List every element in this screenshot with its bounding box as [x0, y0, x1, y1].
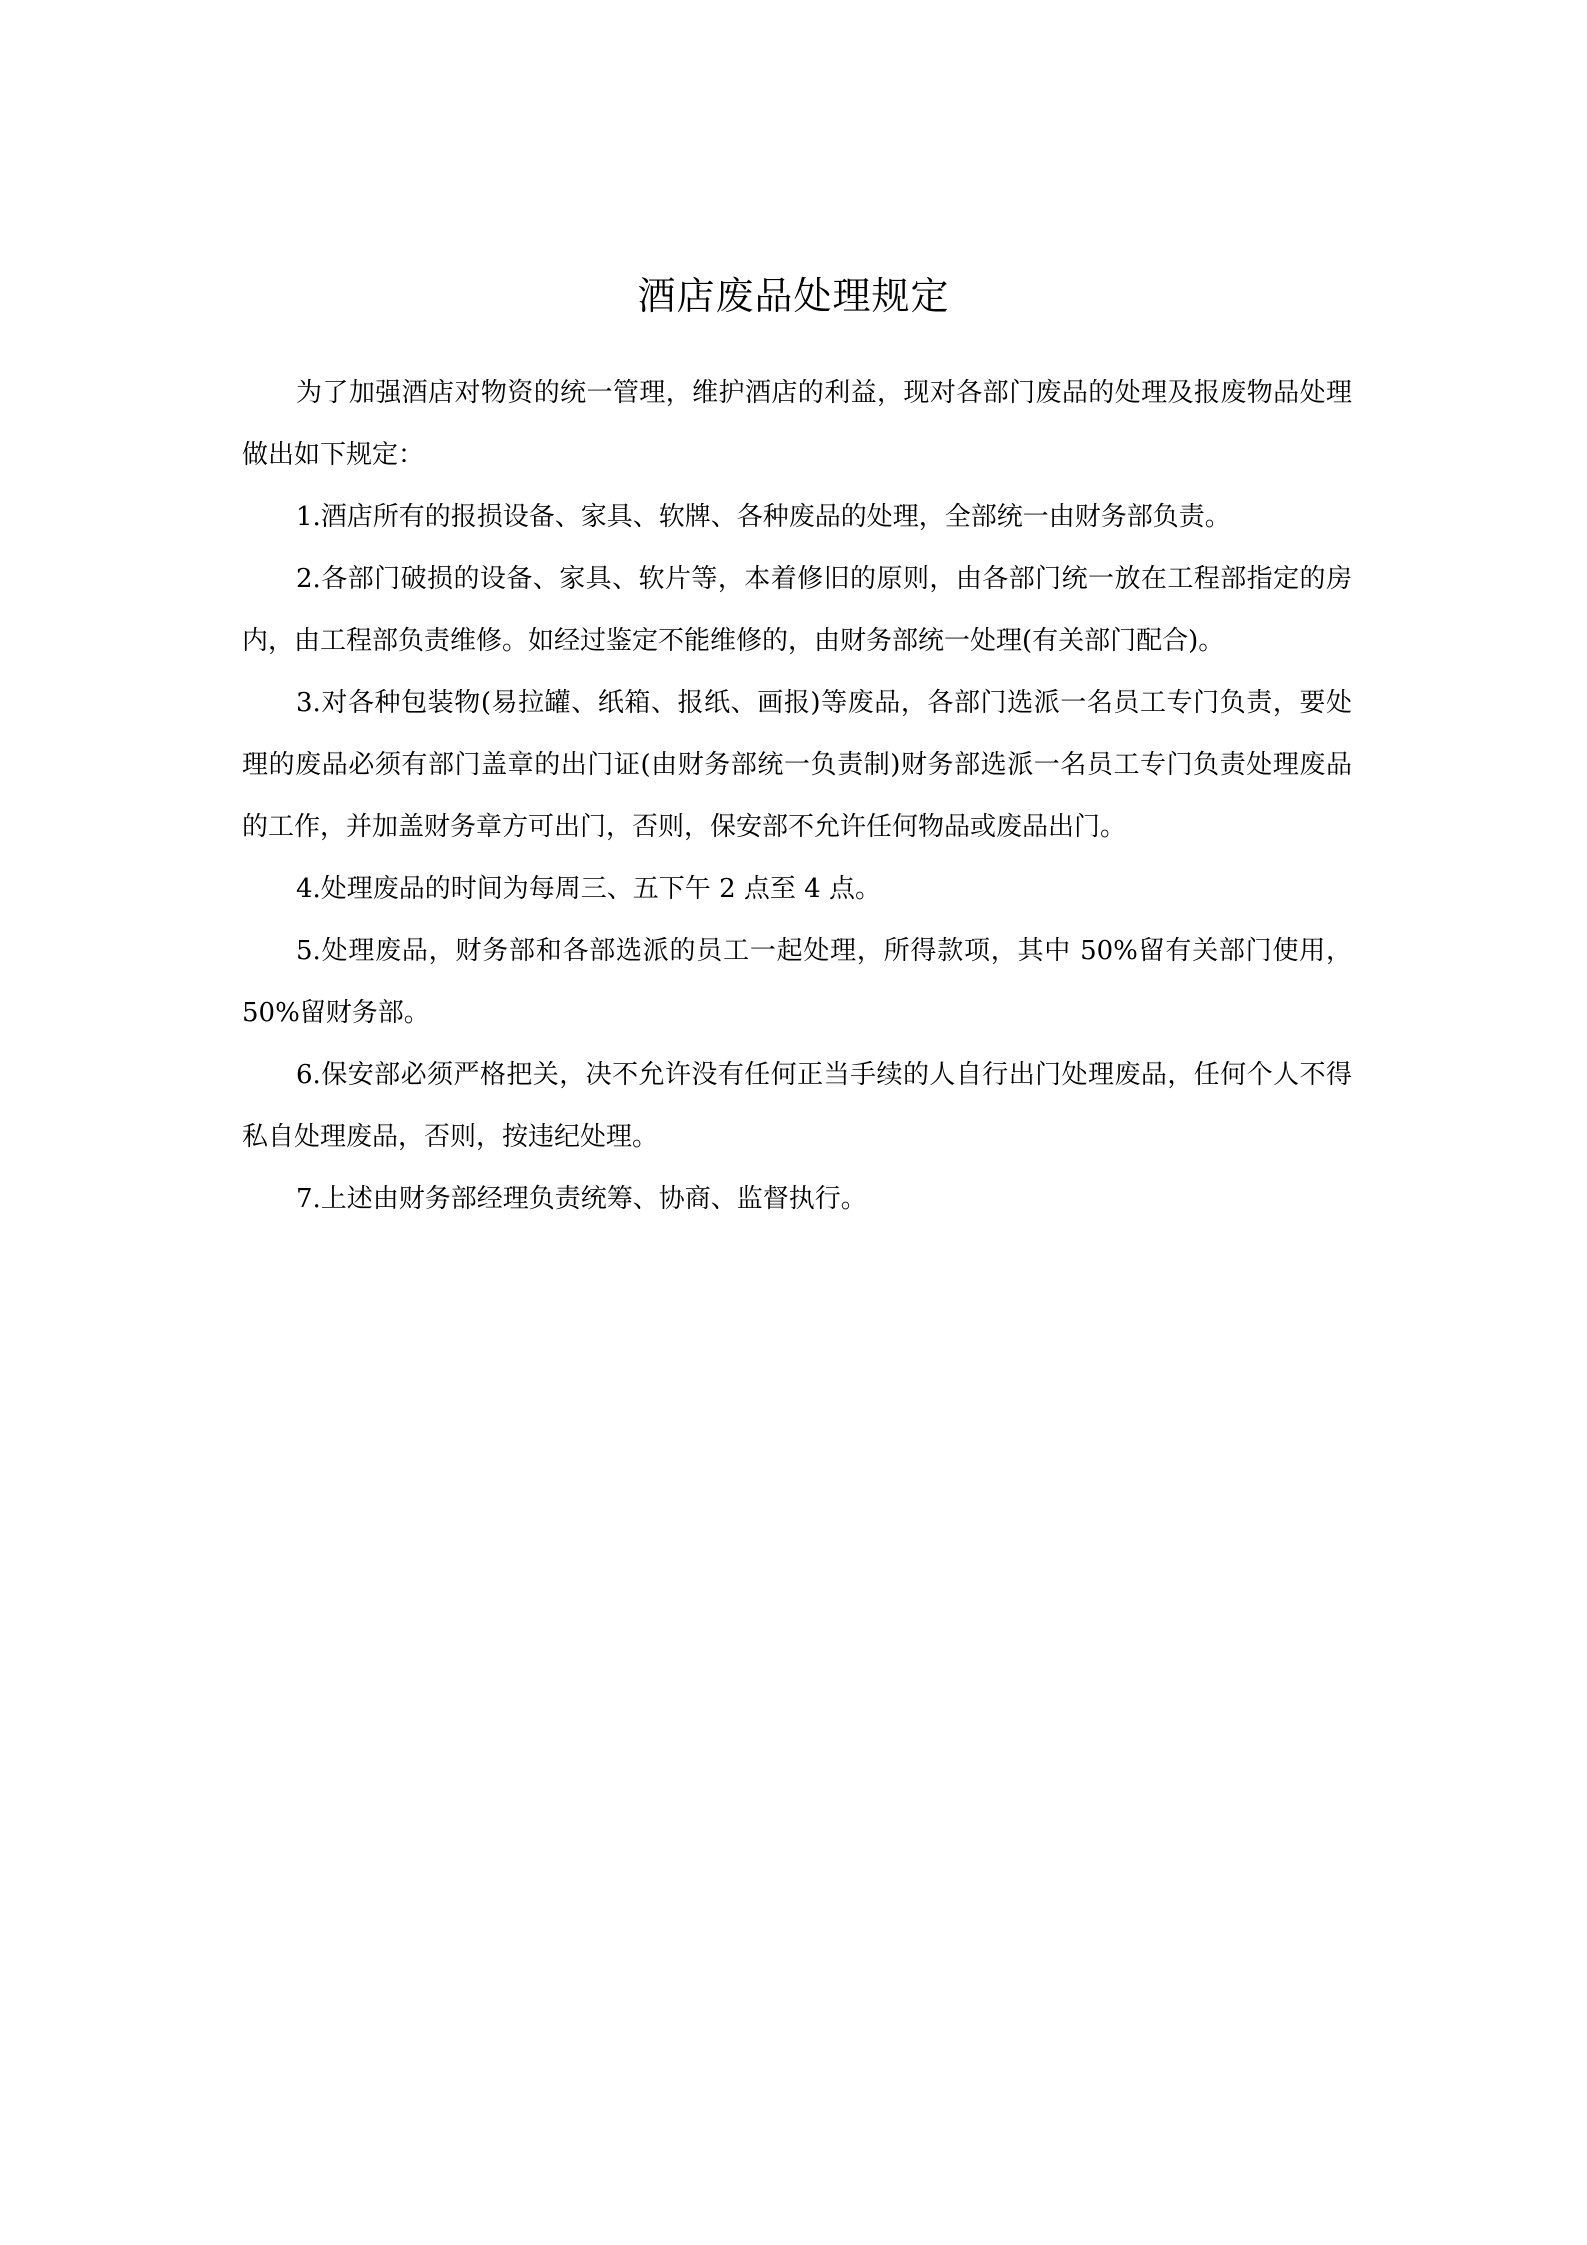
rule-4-paragraph: 4.处理废品的时间为每周三、五下午 2 点至 4 点。: [296, 874, 881, 904]
rule-2-paragraph: 2.各部门破损的设备、家具、软片等，本着修旧的原则，由各部门统一放在工程部指定的房内，由工程部负责维修。如经过鉴定不能维修的，由财务部统一处理(有关部门配合)。: [242, 564, 1352, 656]
rule-1-paragraph: 1.酒店所有的报损设备、家具、软牌、各种废品的处理，全部统一由财务部负责。: [296, 502, 1231, 532]
document-title: 酒店废品处理规定: [637, 274, 950, 318]
rule-7-paragraph: 7.上述由财务部经理负责统筹、协商、监督执行。: [296, 1184, 867, 1214]
intro-paragraph: 为了加强酒店对物资的统一管理，维护酒店的利益，现对各部门废品的处理及报废物品处理做出如下规定：: [242, 378, 1352, 470]
rule-6-paragraph: 6.保安部必须严格把关，决不允许没有任何正当手续的人自行出门处理废品，任何个人不得私自处理废品，否则，按违纪处理。: [242, 1060, 1352, 1152]
document-body: [242, 362, 1352, 1230]
rule-5-paragraph: 5.处理废品，财务部和各部选派的员工一起处理，所得款项，其中 50%留有关部门使用，50%留财务部。: [242, 936, 1352, 1028]
rule-3-paragraph: 3.对各种包装物(易拉罐、纸箱、报纸、画报)等废品，各部门选派一名员工专门负责，要处理的废品必须有部门盖章的出门证(由财务部统一负责制)财务部选派一名员工专门负责处理废品的工作，并加盖财务章方可出门，否则，保安部不允许任何物品或废品出门。: [242, 688, 1352, 842]
